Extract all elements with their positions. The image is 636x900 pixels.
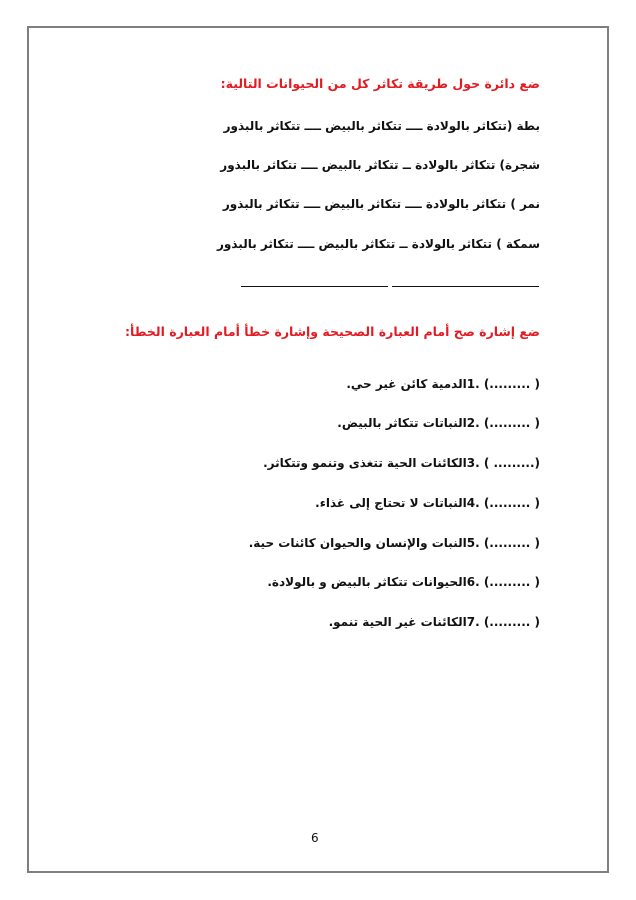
statement-1: ( .........) .1الدمية كائن غير حي.	[346, 377, 540, 391]
section1-heading: ضع دائرة حول طريقة تكاثر كل من الحيوانات التالية:	[220, 76, 540, 91]
animal-item-fish: سمكة ) تتكاثر بالولادة ــ تتكاثر بالبيض ــــ تتكاثر بالبذور	[217, 237, 540, 251]
statement-6: ( .........) .6الحيوانات تتكاثر بالبيض و بالولادة.	[267, 575, 540, 589]
statement-7: ( .........) .7الكائنات غير الحية تنمو.	[328, 615, 540, 629]
animal-item-tree: شجرة) تتكاثر بالولادة ــ تتكاثر بالبيض ــــ تتكاثر بالبذور	[220, 158, 540, 172]
statement-5: ( .........) .5النبات والإنسان والحيوان كائنات حية.	[248, 536, 540, 550]
statement-3: (......... ) .3الكائنات الحية تتغذى وتنمو وتتكاثر.	[263, 456, 540, 470]
page-border	[27, 26, 609, 873]
answer-line-right	[392, 286, 539, 287]
answer-line-left	[241, 286, 388, 287]
animal-item-duck: بطة (تتكاثر بالولادة ــــ تتكاثر بالبيض ــــ تتكاثر بالبذور	[223, 119, 540, 133]
section2-heading: ضع إشارة صح أمام العبارة الصحيحة وإشارة خطأ أمام العبارة الخطأ:	[125, 324, 540, 339]
animal-item-tiger: نمر ) تتكاثر بالولادة ــــ تتكاثر بالبيض ــــ تتكاثر بالبذور	[222, 197, 540, 211]
statement-4: ( .........) .4النباتات لا تحتاج إلى غذاء.	[315, 496, 540, 510]
page-number: 6	[311, 831, 319, 845]
statement-2: ( .........) .2النباتات تتكاثر بالبيض.	[337, 416, 540, 430]
